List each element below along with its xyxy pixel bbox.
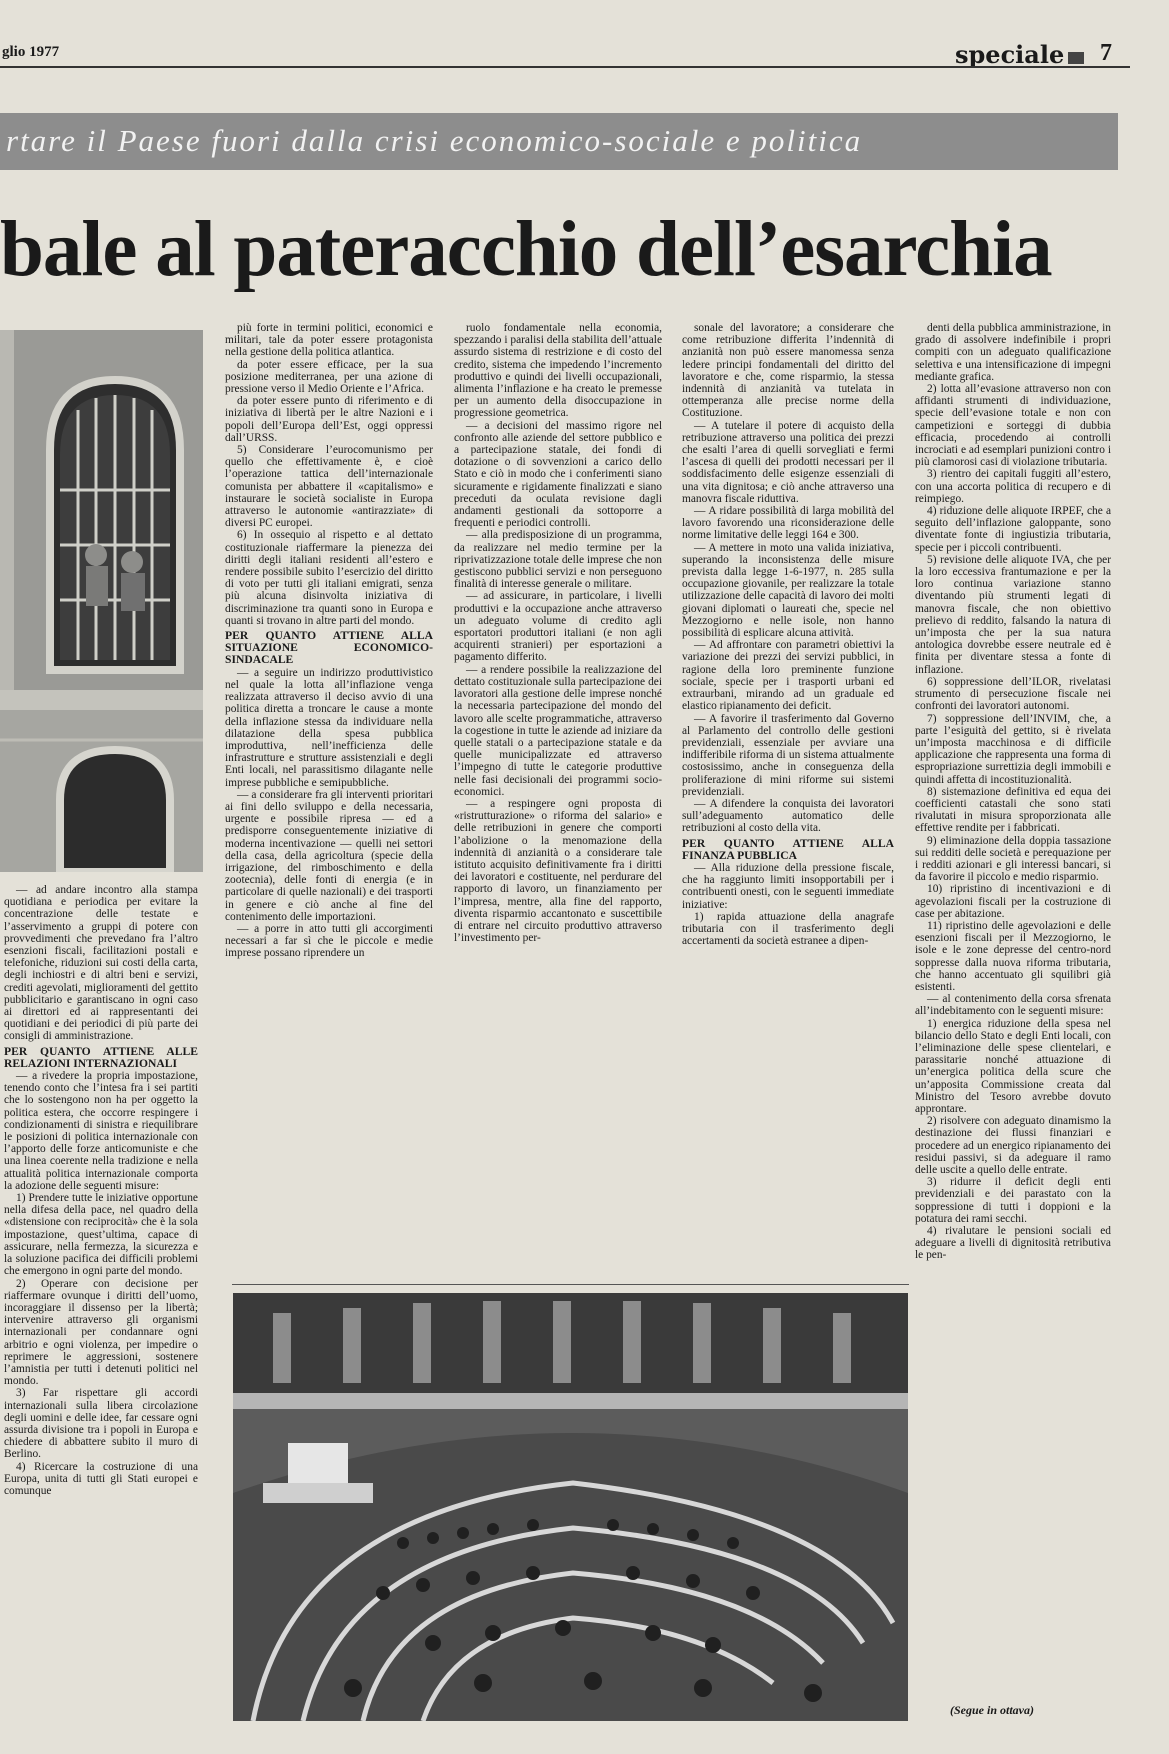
paragraph: 2) lotta all’evasione attraverso non con affidanti strumenti di individuazione, specie dell’evasione totale e non con campetizioni e sorteggi di dubbia efficacia, procedendo ai controlli incrociati e ad esemplari punizioni contro i più clamorosi casi di violazione tributaria. [915, 383, 1111, 469]
paragraph: — A difendere la conquista dei lavoratori sull’adeguamento automatico delle retribuzioni al costo della vita. [682, 797, 894, 835]
paragraph: 1) Prendere tutte le iniziative opportune nella difesa della pace, nel quadro della «distensione con reciprocità» che è la sola impostazione, quest’ultima, capace di assicurare, nella fermezza, la sicurezza e la soluzione pacifica dei difficili problemi che emergono in ogni parte del mondo. [4, 1192, 198, 1278]
column-3 [454, 322, 662, 1280]
building-window-photo [0, 330, 203, 872]
paragraph: — Ad affrontare con parametri obiettivi la variazione dei prezzi dei servizi pubblici, in ragione della loro preminente funzione sociale, specie per i trasporti urbani ed extraurbani, mirando ad un graduale ed elastico ripianamento dei deficit. [682, 639, 894, 713]
photo-top-rule [232, 1284, 909, 1285]
page-number: 7 [1100, 40, 1112, 66]
paragraph: denti della pubblica amministrazione, in grado di assolvere indefinibile i propri compiti con un adeguato qualificazione selettiva e una intensificazione di impegni mediante grafica. [915, 322, 1111, 383]
parliament-chamber-illustration [233, 1293, 908, 1721]
section-subheading: PER QUANTO ATTIENE ALLA FINANZA PUBBLICA [682, 836, 894, 862]
paragraph: 7) soppressione dell’INVIM, che, a parte l’esiguità del gettito, si è rivelata un’imposta macchinosa e di difficile applicazione che rappresenta una forma di espropriazione surrettizia degli immobili e quindi affetta di incostituzionalità. [915, 712, 1111, 786]
paragraph: — a seguire un indirizzo produttivistico nel quale la lotta all’inflazione venga realizzata attraverso il deciso avvio di una politica diretta a troncare le cause a monte della inflazione stessa da individuare nella dilatazione della spesa pubblica improduttiva, nell’inefficienza delle infrastrutture e strutture assistenziali e degli Enti locali, nel parassitismo dilagante nelle imprese pubbliche e semipubbliche. [225, 666, 433, 789]
paragraph: 10) ripristino di incentivazioni e di agevolazioni fiscali per la costruzione di case per abitazione. [915, 883, 1111, 920]
paragraph: 9) eliminazione della doppia tassazione sui redditi delle società e perequazione per i redditi azionari e gli interessi bancari, si da favorire il piccolo e medio risparmio. [915, 834, 1111, 884]
paragraph: da poter essere punto di riferimento e di iniziativa di libertà per le altre Nazioni e i popoli dell’Europa dell’Est, oggi oppressi dall’URSS. [225, 395, 433, 444]
column-1 [4, 884, 198, 1710]
paragraph: — ad andare incontro alla stampa quotidiana e periodica per evitare la concentrazione delle testate e l’asservimento a gruppi di potere con provvedimenti che prevedano fra l’altro esenzioni fiscali, facilitazioni postali e telefoniche, riduzioni sui costi della carta, degli inchiostri e di altri beni e servizi, crediti agevolati, miglioramenti del gettito pubblicitario e garantiscano in ogni caso ai direttori ed ai rappresentanti dei quotidiani e dei periodici di più parte dei consigli di amministrazione. [4, 884, 198, 1043]
paragraph: 6) soppressione dell’ILOR, rivelatasi strumento di persecuzione fiscale nei confronti dei lavoratori autonomi. [915, 675, 1111, 713]
headline: bale al pateracchio dell’esarchia [0, 206, 1052, 293]
paragraph: — alla predisposizione di un programma, da realizzare nel medio termine per la riprivatizzazione totale delle imprese che non gestiscono pubblici servizi e non perseguono finalità di interesse generale o militare. [454, 529, 662, 591]
continuation-note: (Segue in ottava) [950, 1703, 1034, 1717]
column-5 [915, 322, 1111, 1697]
paragraph: 4) riduzione delle aliquote IRPEF, che a seguito dell’inflazione galoppante, sono diventate fonte di ingiustizia tributaria, specie per i piccoli contribuenti. [915, 505, 1111, 554]
paragraph: — A ridare possibilità di larga mobilità del lavoro favorendo una riconsiderazione delle norme limitative delle leggi 164 e 300. [682, 505, 894, 542]
paragraph: — a decisioni del massimo rigore nel confronto alle aziende del settore pubblico e a partecipazione statale, dei fondi di dotazione o di sovvenzioni a carico dello Stato e ciò in modo che i conferimenti siano sicuramente e rigidamente finalizzati e siano preceduti da oculata revisione dagli andamenti gestionali da sottoporre a frequenti e periodici controlli. [454, 419, 662, 530]
paragraph: — a rendere possibile la realizzazione del dettato costituzionale sulla partecipazione dei lavoratori alla gestione delle imprese nonché la necessaria partecipazione del mondo del lavoro alle scelte programmatiche, attraverso la cogestione in tutte le aziende ad iniziare da quelle statali o a partecipazione statale e da quelle municipalizzate ed attraverso l’impegno di tutte le categorie produttive nelle fasi decisionali dei programmi socio-economici. [454, 663, 662, 798]
paragraph: 2) risolvere con adeguato dinamismo la destinazione dei flussi finanziari e procedere ad un energico ripianamento dei residui passivi, si da adeguare il ramo delle uscite a quello delle entrate. [915, 1115, 1111, 1177]
header-rule [0, 66, 1130, 68]
paragraph: ruolo fondamentale nella economia, spezzando i paralisi della stabilita dell’attuale assurdo sistema di restrizione e di costo del credito, sistema che impedendo l’incremento produttivo e quindi dei livelli occupazionali, alimenta l’inflazione e ha creato le premesse per un aumento della disoccupazione in progressione geometrica. [454, 322, 662, 420]
section-label: speciale [955, 40, 1065, 69]
paragraph: più forte in termini politici, economici e militari, tale da poter essere protagonista nella gestione della politica atlantica. [225, 322, 433, 359]
building-window-illustration [0, 330, 203, 872]
paragraph: — a respingere ogni proposta di «ristrutturazione» o riforma del salario» e delle retribuzioni in genere che comporti l’abolizione o la menomazione della indennità di anzianità o a considerare tale istituto acquisito definitivamente fra i diritti dei lavoratori e costituente, nel perdurare del rapporto di lavoro, un finanziamento per l’impresa, mentre, alla fine del rapporto, diventa risparmio accantonato e suscettibile di entrare nel circuito produttivo attraverso l’investimento per- [454, 797, 662, 945]
paragraph: — a porre in atto tutti gli accorgimenti necessari a far sì che le piccole e medie imprese possano riprendere un [225, 922, 433, 960]
paragraph: 8) sistemazione definitiva ed equa dei coefficienti catastali che sono stati rivalutati in misura sproporzionata alle effettive rendite per i fabbricati. [915, 785, 1111, 835]
paragraph: 1) rapida attuazione della anagrafe tributaria con il trasferimento degli accertamenti da società estranee a dipen- [682, 910, 894, 948]
column-4 [682, 322, 894, 1280]
section-subheading: PER QUANTO ATTIENE ALLA SITUAZIONE ECONOMICO-SINDACALE [225, 629, 433, 667]
parliament-chamber-photo [233, 1293, 908, 1721]
paragraph: — A mettere in moto una valida iniziativa, superando la inconsistenza delle misure prevista dalla legge 1-6-1977, n. 285 sulla occupazione giovanile, per realizzare la totale utilizzazione delle capacità di lavoro dei molti giovani diplomati o laureati che, specie nel Mezzogiorno e nelle isole, non hanno possibilità di esplicare alcuna attività. [682, 541, 894, 640]
paragraph: 3) Far rispettare gli accordi internazionali sulla libera circolazione degli uomini e delle idee, far cessare ogni assurda divisione tra i popoli in Europa e chiedere di abbattere subito il muro di Berlino. [4, 1387, 198, 1461]
paragraph: 1) energica riduzione della spesa nel bilancio dello Stato e degli Enti locali, con l’eliminazione delle spese clientelari, e parassitarie nonché attuazione di un’energica politica della scure che un’apposita Commissione creata dal Ministro del Tesoro avrebbe dovuto approntare. [915, 1017, 1111, 1115]
paragraph: — A tutelare il potere di acquisto della retribuzione attraverso una politica dei prezzi che esalti l’area di quelli sorvegliati e fermi l’ascesa di quelli dei prodotti necessari per il soddisfacimento delle esigenze essenziali di una vita dignitosa; e ciò anche attraverso una manovra fiscale riduttiva. [682, 419, 894, 505]
paragraph: 4) rivalutare le pensioni sociali ed adeguare a livelli di dignitosità retributiva le pen- [915, 1225, 1111, 1262]
section-subheading: PER QUANTO ATTIENE ALLE RELAZIONI INTERNAZIONALI [4, 1044, 198, 1070]
kicker-band [0, 113, 1118, 170]
paragraph: 5) revisione delle aliquote IVA, che per la loro eccessiva frantumazione e per la loro continua variazione stanno diventando più strumenti legati di manovra fiscale, che non obiettivo prelievo di reddito, falsando la natura di un’imposta che per la sua natura antologica dovrebbe essere neutrale ed è finita per diventare stessa a fonte di inflazione. [915, 553, 1111, 676]
section-square-ornament [1068, 52, 1084, 64]
paragraph: 5) Considerare l’eurocomunismo per quello che effettivamente è, e cioè l’operazione tattica dell’internazionale comunista per abbattere il «capitalismo» e instaurare le società socialiste in Europa attraverso le autonomie «antirazziate» di diversi PC europei. [225, 444, 433, 530]
paragraph: — al contenimento della corsa sfrenata all’indebitamento con le seguenti misure: [915, 993, 1111, 1018]
paragraph: — a rivedere la propria impostazione, tenendo conto che l’intesa fra i sei partiti che lo sostengono non ha per oggetto la politica estera, che occorre respingere i condizionamenti di sinistra e riequilibrare le posizioni di politica internazionale con l’apporto delle forze anticomuniste e che una linea coerente nella tradizione e nella attualità politica internazionale comporta la adozione delle seguenti misure: [4, 1070, 198, 1192]
paragraph: sonale del lavoratore; a considerare che come retribuzione differita l’indennità di anzianità non può essere manomessa senza ledere principi fondamentali del diritto del lavoratore e che, come risparmio, la stessa indennità di anzianità va tutelata in ottemperanza alle precise norme della Costituzione. [682, 322, 894, 420]
paragraph: — Alla riduzione della pressione fiscale, che ha raggiunto limiti insopportabili per i contribuenti onesti, con le seguenti immediate iniziative: [682, 861, 894, 911]
paragraph: da poter essere efficace, per la sua posizione mediterranea, per una azione di pressione verso il Medio Oriente e l’Africa. [225, 358, 433, 396]
paragraph: 11) ripristino delle agevolazioni e delle esenzioni fiscali per il Mezzogiorno, le isole e le zone depresse del centro-nord soppresse dalla nuova riforma tributaria, che hanno accentuato gli squilibri già esistenti. [915, 919, 1111, 993]
paragraph: — ad assicurare, in particolare, i livelli produttivi e la occupazione anche attraverso un adeguato volume di credito agli esportatori produttori italiani (e non agli acquirenti stranieri) per esportazioni a pagamento differito. [454, 590, 662, 664]
paragraph: — A favorire il trasferimento dal Governo al Parlamento del controllo delle gestioni previdenziali, essenziale per avviare una indifferibile riforma di un sistema attualmente costosissimo, anche in conseguenza della proliferazione di mini riforme sui sistemi previdenziali. [682, 712, 894, 798]
column-2 [225, 322, 433, 1280]
kicker-text: rtare il Paese fuori dalla crisi economico-sociale e politica [6, 123, 863, 158]
paragraph: 6) In ossequio al rispetto e al dettato costituzionale riaffermare la pienezza dei diritti degli italiani residenti all’estero e rendere possibile subito l’esercizio del diritto di voto per tutti gli italiani emigrati, senza più alcuna disinvolta iniziativa di discriminazione tra quanti sono in Europa e quanti si trovano in altre parti del mondo. [225, 529, 433, 627]
paragraph: 2) Operare con decisione per riaffermare ovunque i diritti dell’uomo, incoraggiare il dissenso per la libertà; intervenire attraverso gli organismi internazionali per condannare ogni arbitrio e ogni violenza, per impedire o reprimere le aggressioni, sostenere l’amnistia per tutti i detenuti politici nel mondo. [4, 1277, 198, 1388]
paragraph: 4) Ricercare la costruzione di una Europa, unita di tutti gli Stati europei e comunque [4, 1460, 198, 1497]
issue-date: glio 1977 [2, 44, 60, 60]
paragraph: 3) ridurre il deficit degli enti previdenziali e dei parastato con la soppressione di tutti i doppioni e la potatura dei rami secchi. [915, 1176, 1111, 1225]
paragraph: — a considerare fra gli interventi prioritari ai fini dello sviluppo e della necessaria, urgente e possibile ripresa — ed a predisporre conseguentemente iniziative di moderna incentivazione — quelli nei settori della casa, della agricoltura (specie della irrigazione, del rimboschimento e della zootecnia), delle fonti di energia (e in particolare di quelle nazionali) e dei trasporti in genere e ciò anche al fine del contenimento delle importazioni. [225, 788, 433, 923]
paragraph: 3) rientro dei capitali fuggiti all’estero, con una accorta politica di recupero e di reimpiego. [915, 468, 1111, 505]
